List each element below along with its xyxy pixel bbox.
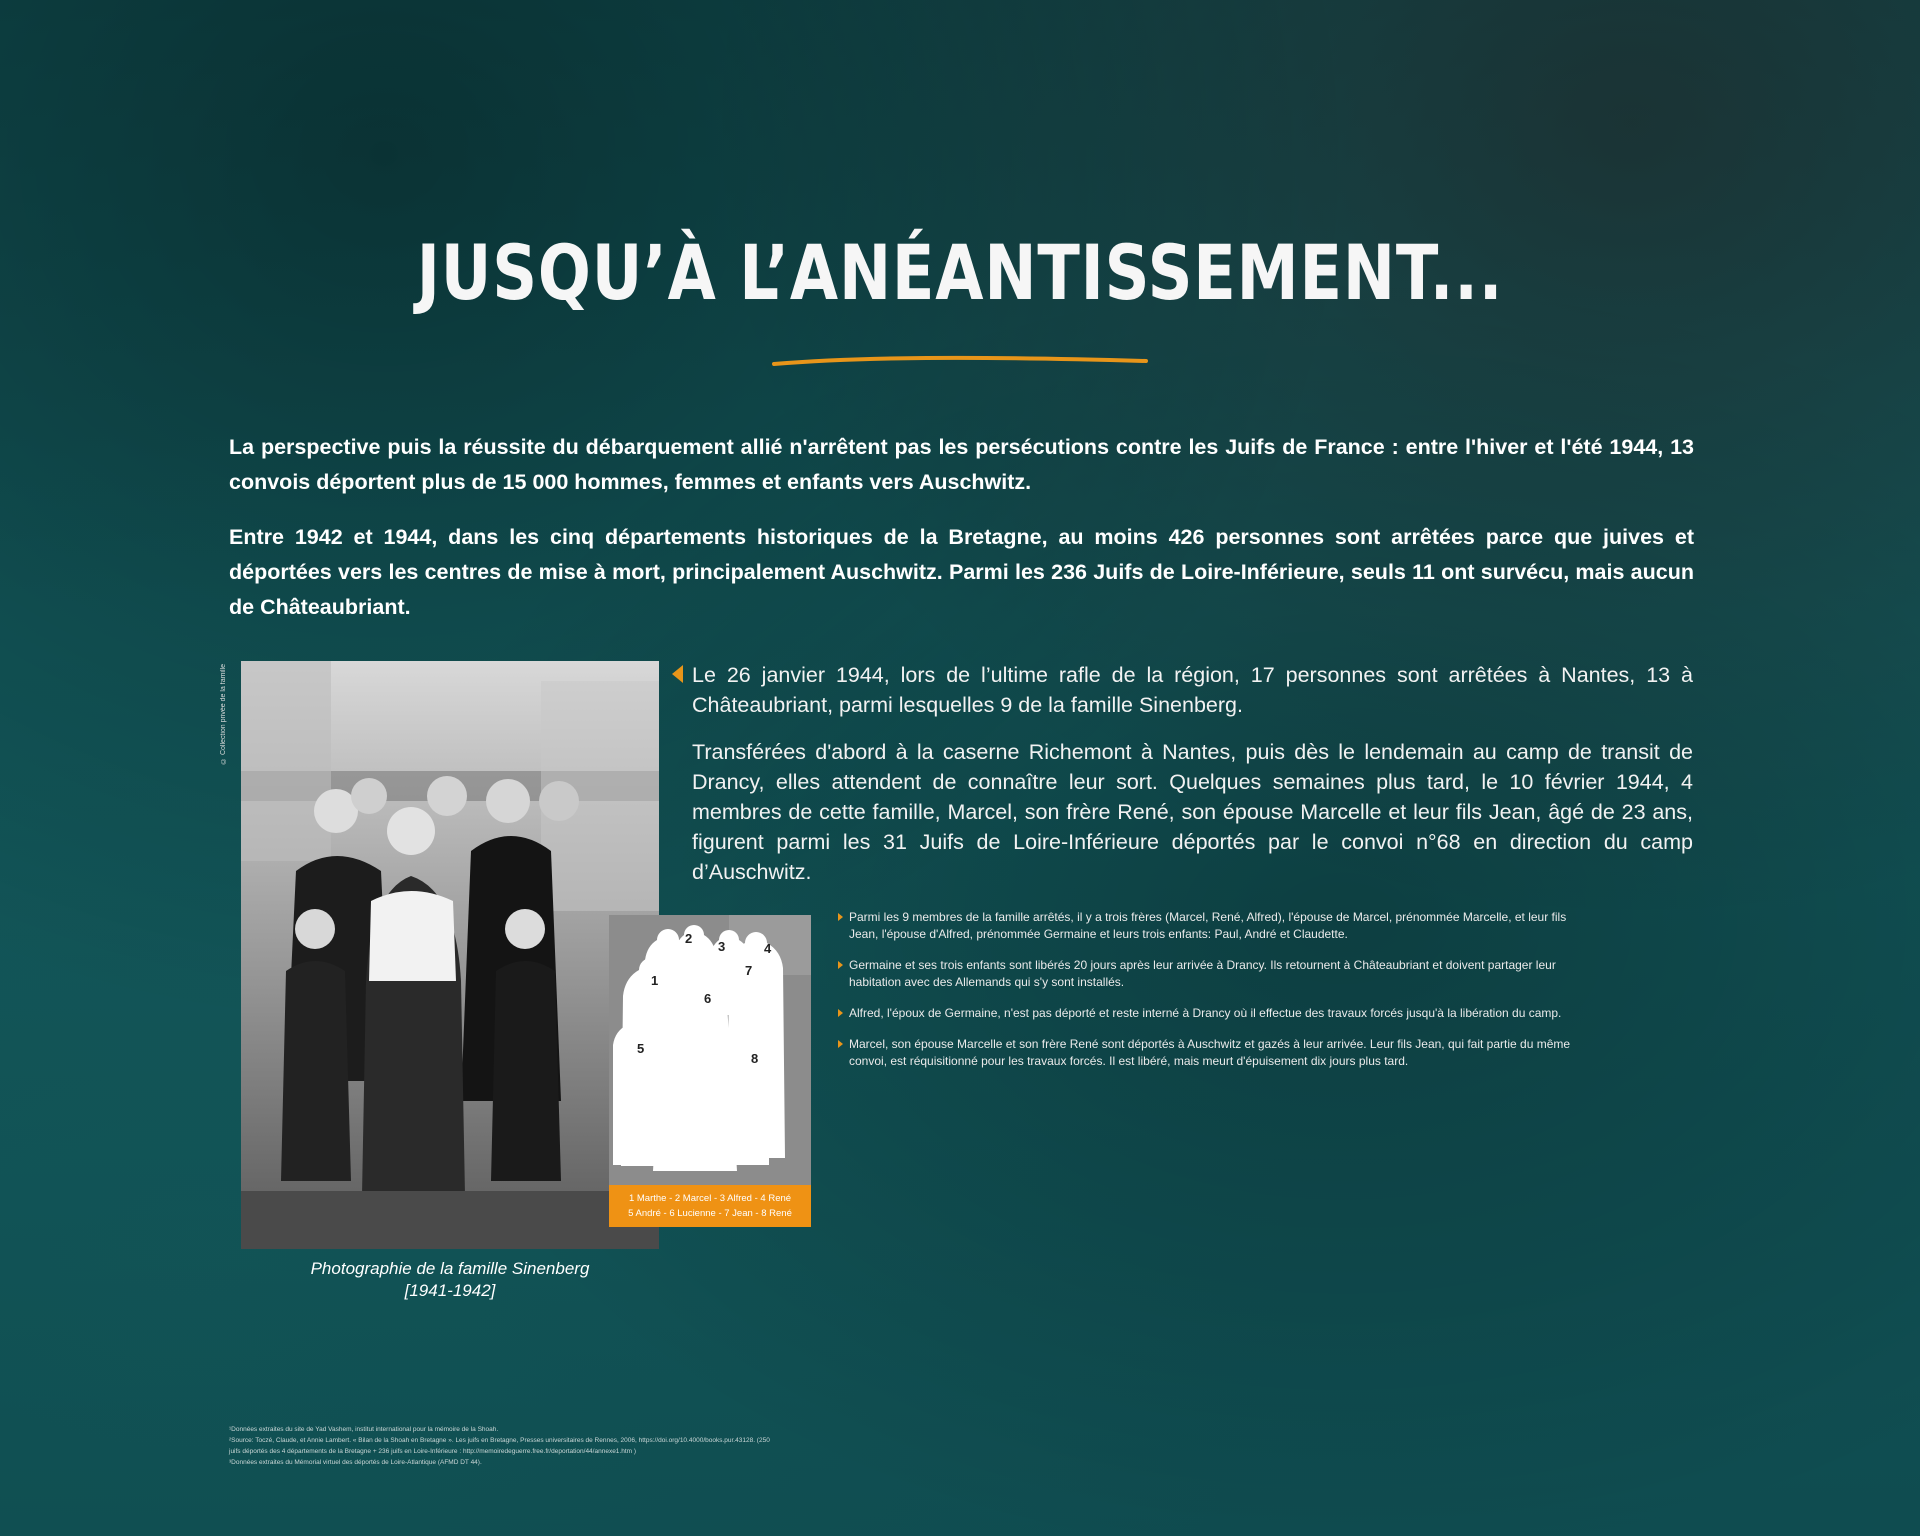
bullet-text: Marcel, son épouse Marcelle et son frère René sont déportés à Auschwitz et gazés à leur arrivée. Leur fils Jean, qui fait partie du même convoi, est réquisitionné pour les travaux forcés. Il est libéré, mais meurt d'épuisement dix jours plus tard.: [849, 1037, 1571, 1068]
diagram-number-6: 6: [704, 991, 712, 1006]
family-silhouette-diagram: [609, 915, 811, 1227]
main-text-section: [692, 660, 1693, 904]
bullet-arrow-icon: [838, 961, 843, 969]
main-paragraph-2: Transférées d'abord à la caserne Richemont à Nantes, puis dès le lendemain au camp de transit de Drancy, elles attendent de connaître leur sort. Quelques semaines plus tard, le 10 février 1944, 4 membres de cette famille, Marcel, son frère René, son épouse Marcelle et leur fils Jean, âgé de 23 ans, figurent parmi les 31 Juifs de Loire-Inférieure déportés par le convoi n°68 en direction du camp d’Auschwitz.: [692, 740, 1693, 884]
diagram-number-5: 5: [637, 1041, 645, 1056]
footnote-2: ²Source: Toczé, Claude, et Annie Lambert. « Bilan de la Shoah en Bretagne ». Les juifs en Bretagne, Presses universitaires de Rennes, 2006, https://doi.org/10.4000/books.pur.43128. (250: [229, 1437, 770, 1444]
main-paragraph-1: Le 26 janvier 1944, lors de l’ultime rafle de la région, 17 personnes sont arrêtées à Nantes, 13 à Châteaubriant, parmi lesquelles 9 de la famille Sinenberg.: [692, 663, 1693, 717]
bullet-text: Parmi les 9 membres de la famille arrêtés, il y a trois frères (Marcel, René, Alfred), l'épouse de Marcel, prénommée Marcelle, et leur fils Jean, l'épouse d'Alfred, prénommée Germaine et leurs trois enfants: Paul, André et Claudette.: [849, 910, 1567, 941]
photo-caption-title: Photographie de la famille Sinenberg: [310, 1259, 590, 1278]
photo-credit: © Collection privée de la famille: [220, 664, 227, 764]
footnote-3: ³Données extraites du Mémorial virtuel des déportés de Loire-Atlantique (AFMD DT 44).: [229, 1459, 482, 1466]
diagram-number-2: 2: [685, 931, 693, 946]
photo-caption: [241, 1258, 659, 1302]
footnote-2-continued: juifs déportés des 4 départements de la Bretagne + 236 juifs en Loire-Inférieure : http://memoiredeguerre.free.fr/deportation/44/annexe1.htm ): [229, 1448, 637, 1455]
bullet-item: [838, 1005, 1578, 1022]
footnotes: [229, 1424, 829, 1468]
bullet-text: Alfred, l'époux de Germaine, n'est pas déporté et reste interné à Drancy où il effectue des travaux forcés jusqu'à la libération du camp.: [849, 1006, 1562, 1020]
intro-paragraph-1: La perspective puis la réussite du débarquement allié n'arrêtent pas les persécutions contre les Juifs de France : entre l'hiver et l'été 1944, 13 convois déportent plus de 15 000 hommes, femmes et enfants vers Auschwitz.: [229, 435, 1694, 494]
diagram-number-8: 8: [751, 1051, 759, 1066]
intro-section: [229, 430, 1694, 645]
page-title: JUSQU’À L’ANÉANTISSEMENT...: [416, 228, 1504, 317]
title-underline: [770, 352, 1150, 372]
bullet-arrow-icon: [838, 1040, 843, 1048]
bullet-item: [838, 1036, 1578, 1070]
diagram-legend: [609, 1185, 811, 1227]
bullet-item: [838, 909, 1578, 943]
footnote-1: ¹Données extraites du site de Yad Vashem, institut international pour la mémoire de la Shoah.: [229, 1426, 499, 1433]
diagram-number-4: 4: [764, 941, 772, 956]
bullet-arrow-icon: [838, 1009, 843, 1017]
photo-caption-date: [1941-1942]: [404, 1281, 496, 1300]
bullet-arrow-icon: [838, 913, 843, 921]
section-arrow-icon: [672, 665, 683, 683]
bullet-text: Germaine et ses trois enfants sont libérés 20 jours après leur arrivée à Drancy. Ils retournent à Châteaubriant et doivent partager leur habitation avec des Allemands qui s'y sont installés.: [849, 958, 1556, 989]
diagram-number-7: 7: [745, 963, 753, 978]
bullet-list: [838, 909, 1578, 1084]
diagram-legend-line-1: 1 Marthe - 2 Marcel - 3 Alfred - 4 René: [628, 1193, 792, 1204]
diagram-number-1: 1: [651, 973, 659, 988]
diagram-number-3: 3: [718, 939, 726, 954]
intro-paragraph-2: Entre 1942 et 1944, dans les cinq départements historiques de la Bretagne, au moins 426 personnes sont arrêtées parce que juives et déportées vers les centres de mise à mort, principalement Auschwitz. Parmi les 236 Juifs de Loire-Inférieure, seuls 11 ont survécu, mais aucun de Châteaubriant.: [229, 525, 1694, 619]
diagram-legend-line-2: 5 André - 6 Lucienne - 7 Jean - 8 René: [628, 1208, 792, 1219]
family-photo: [241, 661, 659, 1249]
bullet-item: [838, 957, 1578, 991]
